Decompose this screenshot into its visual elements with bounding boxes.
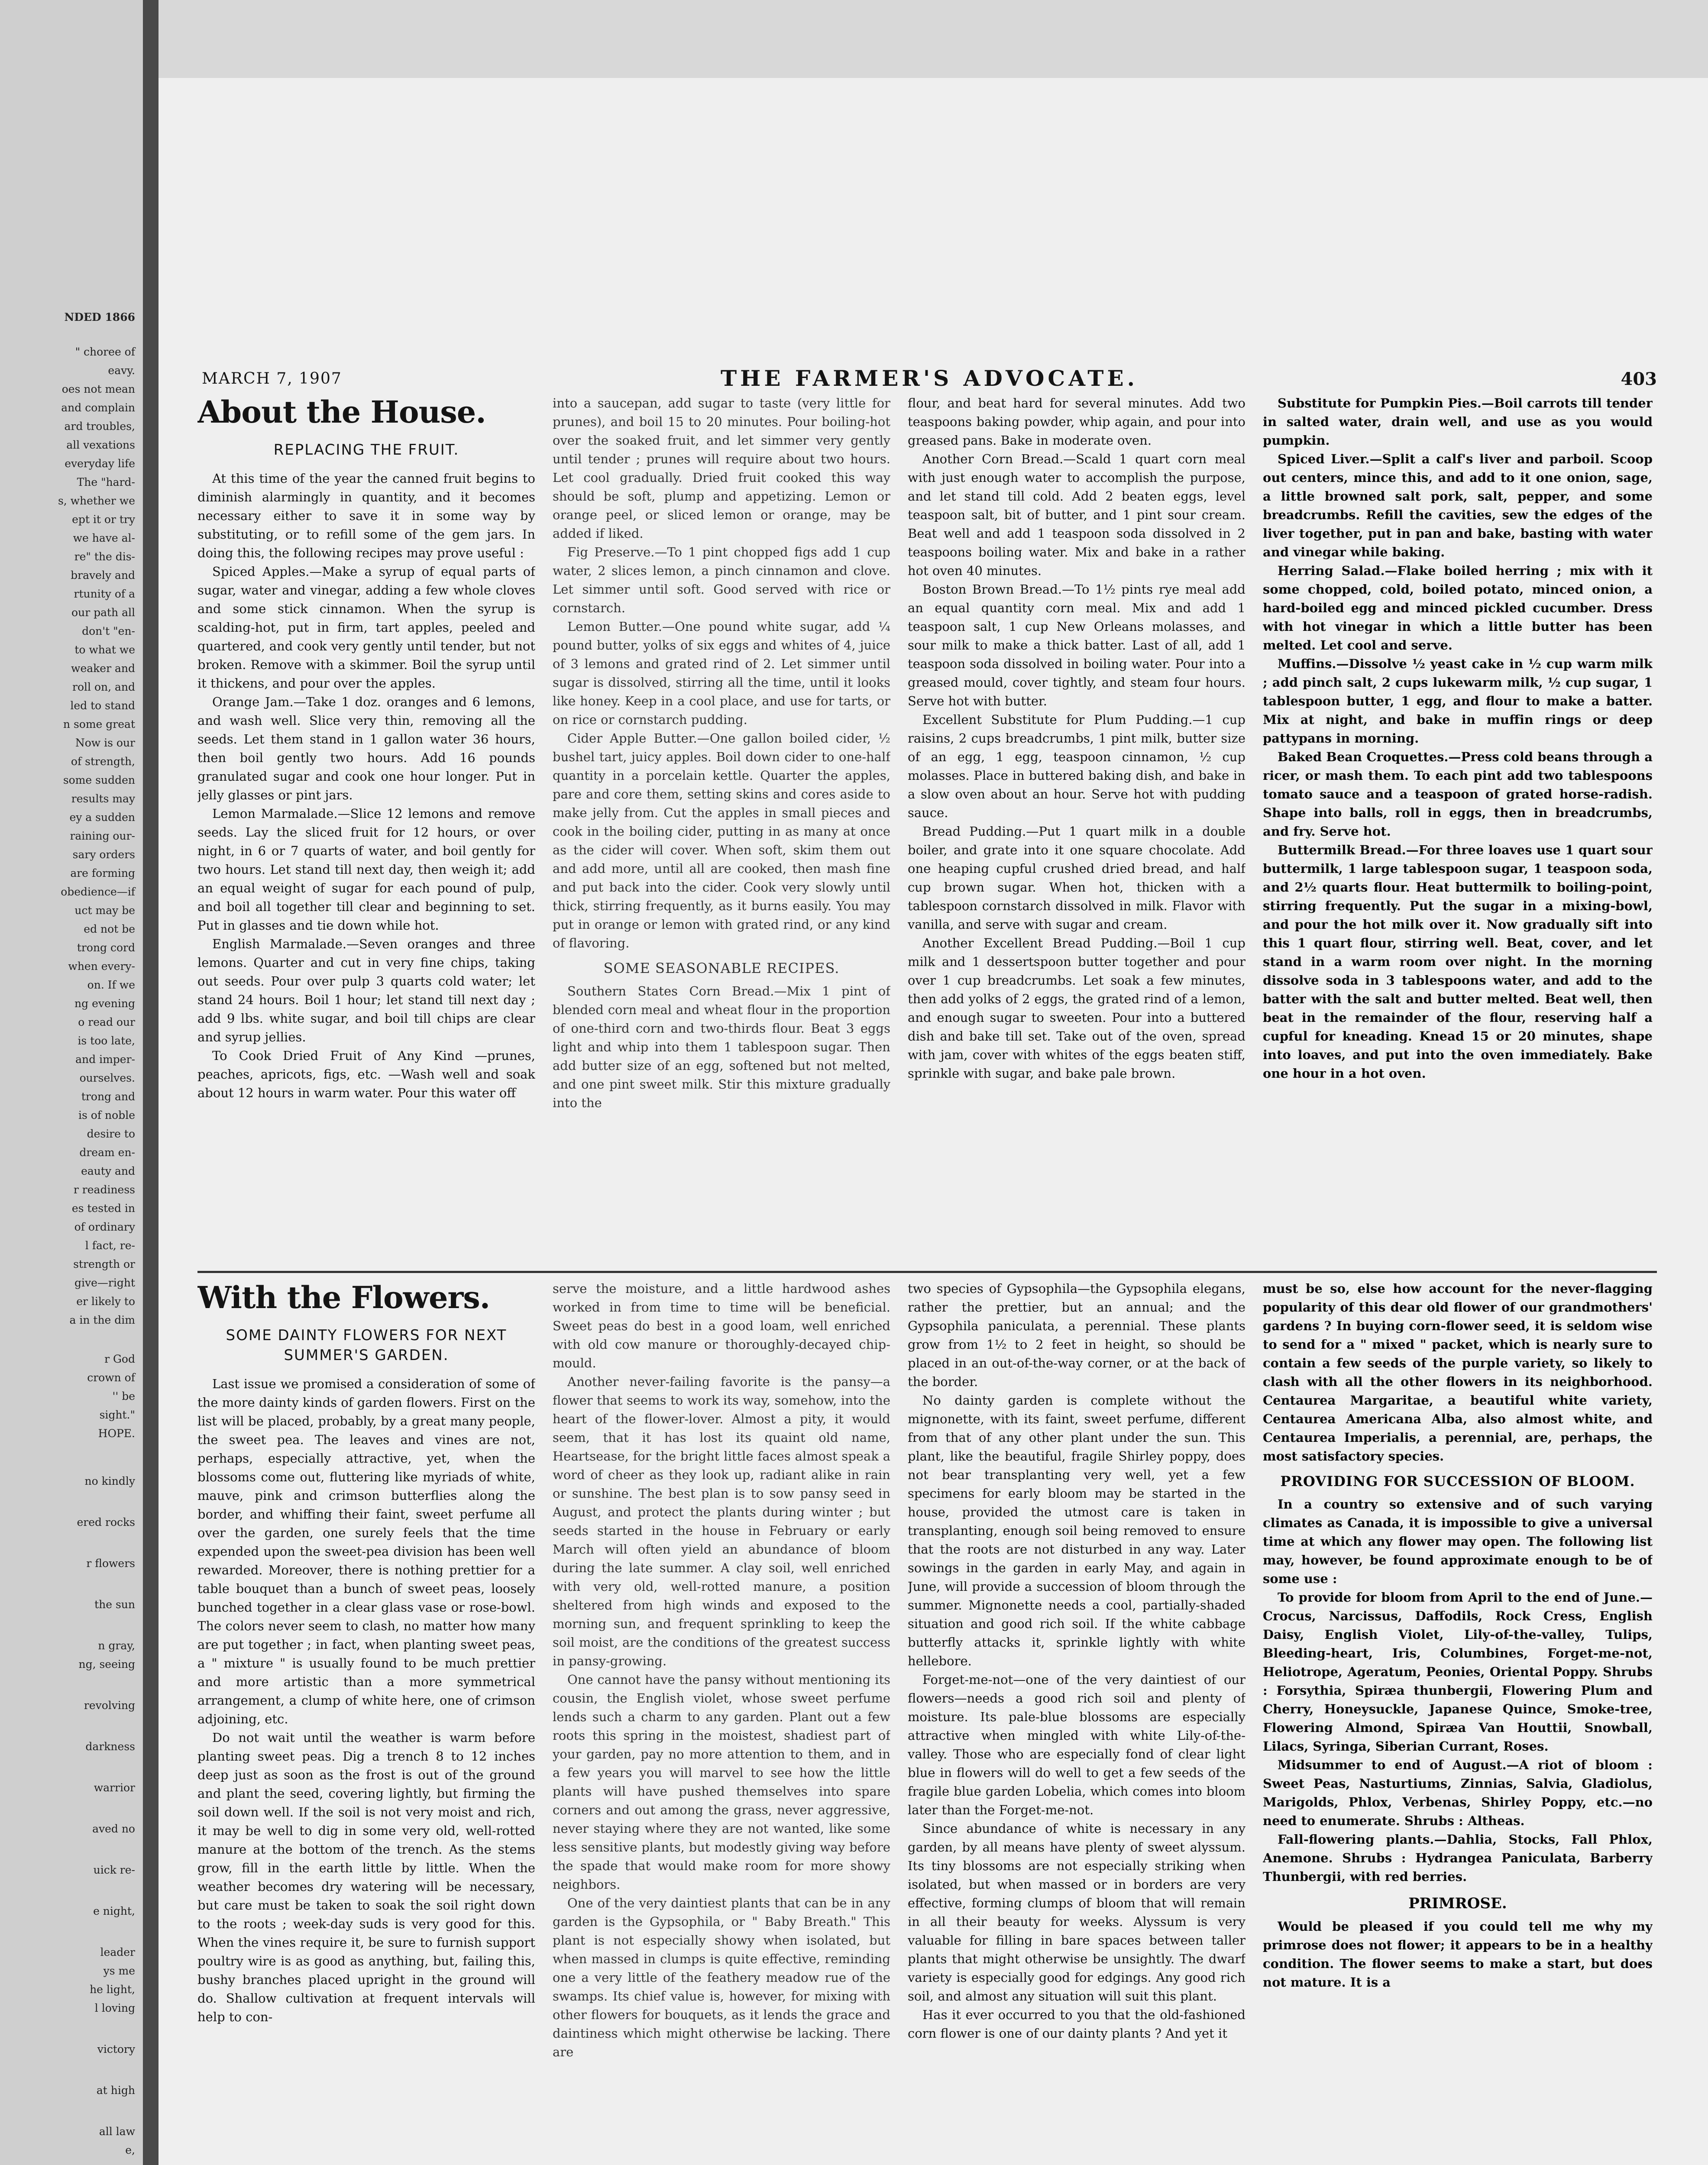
- previous-page-fragment: a in the dim: [69, 1314, 135, 1326]
- previous-page-fragment: desire to: [87, 1128, 135, 1140]
- previous-page-fragment: are forming: [70, 867, 135, 879]
- previous-page-fragment: give—right: [74, 1276, 135, 1289]
- about-house-column-4: [1263, 394, 1653, 1264]
- paragraph: Southern States Corn Bread.—Mix 1 pint of blended corn meal and wheat flour in the proportion of one-third corn and two-thirds flour. Beat 3 eggs light and whip into them 1 tablespoon sugar. Then add butter size of an egg, softened but not melted, and one pint sweet milk. Stir this mixture gradually into the: [553, 984, 890, 1110]
- paragraph: Excellent Substitute for Plum Pudding.—1 cup raisins, 2 cups breadcrumbs, 1 pint milk, butter size of an egg, 1 egg, teaspoon cinnamon, ½ cup molasses. Place in buttered baking dish, and bake in a slow oven about an hour. Serve hot with pudding sauce.: [908, 712, 1245, 820]
- flowers-column-4: [1263, 1280, 1653, 2165]
- previous-page-fragment: crown of: [87, 1371, 135, 1384]
- previous-page-fragment: weaker and: [71, 662, 135, 675]
- paragraph: Forget-me-not—one of the very daintiest of our flowers—needs a good rich soil and plenty of moisture. Its pale-blue blossoms are especially attractive when mingled with white Lily-of-the-valley. Those who are especially fond of clear light blue in flowers will do well to get a few seeds of the fragile blue garden Lobelia, which comes into bloom later than the Forget-me-not.: [908, 1672, 1245, 1817]
- previous-page-fragment: e night,: [93, 1905, 135, 1917]
- section-divider: [197, 1271, 1657, 1273]
- section-heading-about-house: About the House.: [197, 394, 486, 430]
- previous-page-fragment: no kindly: [84, 1475, 135, 1487]
- paragraph: Lemon Butter.—One pound white sugar, add ¼ pound butter, yolks of six eggs and whites of 4, juice of 3 lemons and grated rind of 2. Let simmer until sugar is dissolved, stirring all the time, until it looks like honey. Keep in a cool place, and use for tarts, or on rice or cornstarch pudding.: [553, 619, 890, 727]
- paragraph: At this time of the year the canned fruit begins to diminish alarmingly in quantity, and it becomes necessary either to save it in some way by substituting, or to refill some of the gem jars. In doing this, the following recipes may prove useful :: [197, 471, 535, 560]
- previous-page-fragment: s, whether we: [58, 494, 135, 507]
- subheading-dainty-flowers: SOME DAINTY FLOWERS FOR NEXT SUMMER'S GARDEN.: [226, 1327, 507, 1364]
- previous-page-fragment: is of noble: [78, 1109, 135, 1121]
- previous-page-fragment: eauty and: [81, 1165, 135, 1177]
- previous-page-fragment: ng, seeing: [78, 1658, 135, 1671]
- page-gutter: [143, 0, 159, 2165]
- paragraph: One cannot have the pansy without mentioning its cousin, the English violet, whose sweet perfume lends such a charm to any garden. Plant out a few roots this spring in the moistest, shadiest part of your garden, pay no more attention to them, and in a few years you will marvel to see how the little plants will have pushed themselves into spare corners and out among the grass, never aggressive, never staying where they are not wanted, like some less sensitive plants, but modestly giving way before the spade that would make room for more showy neighbors.: [553, 1672, 890, 1892]
- paragraph: Spiced Liver.—Split a calf's liver and parboil. Scoop out centers, mince this, and add to it one onion, sage, a little browned salt pork, salt, pepper, and some breadcrumbs. Refill the cavities, sew the edges of the liver together, put in pan and bake, basting with water and vinegar while baking.: [1263, 452, 1653, 559]
- previous-page-fragment: re" the dis-: [74, 550, 135, 563]
- paragraph: To Cook Dried Fruit of Any Kind —prunes, peaches, apricots, figs, etc. —Wash well and soak about 12 hours in warm water. Pour this water off: [197, 1048, 535, 1100]
- previous-page-fragment: r readiness: [73, 1183, 135, 1196]
- previous-page-fragment: led to stand: [70, 699, 135, 712]
- previous-page-fragment: strength or: [73, 1258, 135, 1270]
- paragraph: Cider Apple Butter.—One gallon boiled cider, ½ bushel tart, juicy apples. Boil down cider to one-half quantity in a porcelain kettle. Quarter the apples, pare and core them, setting skins and cores aside to make jelly from. Cut the apples in small pieces and cook in the boiling cider, putting in as many at once as the cider will cover. When soft, skim them out and add more, until all are cooked, then mash fine and put back into the cider. Cook very slowly until thick, stirring frequently, as it burns easily. You may put in orange or lemon with grated rind, or any kind of flavoring.: [553, 731, 890, 950]
- previous-page-fragment: raining our-: [70, 830, 135, 842]
- previous-page-fragment: ard troubles,: [64, 420, 135, 433]
- previous-page-fragment: ys me: [103, 1965, 135, 1977]
- previous-page-fragment: roll on, and: [72, 681, 135, 693]
- previous-page-fragment: to what we: [74, 643, 135, 656]
- newspaper-page: [159, 78, 1708, 2165]
- previous-page-fragment: results may: [71, 792, 135, 805]
- flowers-column-2: [553, 1280, 890, 2165]
- previous-page-fragment: is too late,: [78, 1034, 135, 1047]
- previous-page-fragment: our path all: [71, 606, 135, 619]
- paragraph: Lemon Marmalade.—Slice 12 lemons and remove seeds. Lay the sliced fruit for 12 hours, or over night, in 6 or 7 quarts of water, and boil gently for two hours. Let stand till next day, then weigh it; add an equal weight of sugar for each pound of pulp, and boil all together till clear and beginning to set. Put in glasses and tie down while hot.: [197, 806, 535, 933]
- previous-page-margin: [0, 0, 143, 2165]
- paragraph: No dainty garden is complete without the mignonette, with its faint, sweet perfume, different from that of any other plant under the sun. This plant, like the beautiful, fragile Shirley poppy, does not bear transplanting very well, yet a few specimens for early bloom may be started in the house, provided the utmost care is taken in transplanting, enough soil being removed to ensure that the roots are not disturbed in any way. Later sowings in the garden in early May, and again in June, will provide a succession of bloom through the summer. Mignonette needs a cool, partially-shaded situation and good rich soil. If the white cabbage butterfly attacks it, sprinkle lightly with white hellebore.: [908, 1393, 1245, 1668]
- previous-page-fragment: er likely to: [76, 1295, 135, 1308]
- previous-page-fragment: bravely and: [71, 569, 135, 582]
- paragraph: Muffins.—Dissolve ½ yeast cake in ½ cup warm milk ; add pinch salt, 2 cups lukewarm milk, ½ cup sugar, 1 tablespoon butter, 1 egg, and flour to make a batter. Mix at night, and bake in muffin rings or deep pattypans in morning.: [1263, 656, 1653, 746]
- paragraph: Midsummer to end of August.—A riot of bloom : Sweet Peas, Nasturtiums, Zinnias, Salvia, Gladiolus, Marigolds, Phlox, Verbenas, Shirley Poppy, etc.—no need to enumerate. Shrubs : Altheas.: [1263, 1758, 1653, 1828]
- previous-page-fragment: r flowers: [86, 1557, 135, 1570]
- paragraph: into a saucepan, add sugar to taste (very little for prunes), and boil 15 to 20 minutes. Pour boiling-hot over the soaked fruit, and let simmer very gently until tender ; prunes will require about two hours. Let cool gradually. Dried fruit cooked this way should be soft, plump and appetizing. Lemon or orange peel, or sliced lemon or orange, may be added if liked.: [553, 396, 890, 541]
- paragraph: Substitute for Pumpkin Pies.—Boil carrots till tender in salted water, drain well, and use as you would pumpkin.: [1263, 396, 1653, 448]
- previous-page-fragment: " choree of: [75, 346, 135, 358]
- about-house-column-2: [553, 394, 890, 1264]
- previous-page-fragment: aved no: [92, 1822, 135, 1835]
- previous-page-fragment: leader: [100, 1946, 135, 1958]
- previous-page-fragment: everyday life: [65, 457, 135, 470]
- previous-page-fragment: on. If we: [87, 979, 135, 991]
- paragraph: two species of Gypsophila—the Gypsophila elegans, rather the prettier, but an annual; and the Gypsophila paniculata, a perennial. These plants grow from 1½ to 2 feet in height, so should be placed in an out-of-the-way corner, or at the back of the border.: [908, 1281, 1245, 1389]
- previous-page-fragment: darkness: [85, 1740, 135, 1753]
- previous-page-fragment: oes not mean: [61, 383, 135, 395]
- previous-page-fragment: the sun: [94, 1598, 135, 1611]
- publication-title: THE FARMER'S ADVOCATE.: [720, 365, 1139, 391]
- previous-page-fragment: some sudden: [63, 774, 135, 786]
- previous-page-fragment: ered rocks: [77, 1516, 135, 1528]
- previous-page-fragment: at high: [96, 2084, 135, 2097]
- issue-date: MARCH 7, 1907: [202, 370, 342, 388]
- previous-page-fragment: l fact, re-: [85, 1239, 135, 1252]
- previous-page-fragment: n gray,: [98, 1639, 135, 1652]
- previous-page-fragment: n some great: [63, 718, 135, 730]
- paragraph: must be so, else how account for the never-flagging popularity of this dear old flower of our grandmothers' gardens ? In buying corn-flower seed, it is seldom wise to send for a " mixed " packet, which is nearly sure to contain a few seeds of the purple variety, so likely to clash with all the other flowers in its neighborhood. Centaurea Margaritae, a beautiful white variety, Centaurea Americana Alba, also almost white, and Centaurea Imperialis, a perennial, are, perhaps, the most satisfactory species.: [1263, 1281, 1653, 1464]
- paragraph: Fall-flowering plants.—Dahlia, Stocks, Fall Phlox, Anemone. Shrubs : Hydrangea Paniculata, Barberry Thunbergii, with red berries.: [1263, 1832, 1653, 1884]
- previous-page-fragment: and imper-: [75, 1053, 135, 1066]
- subheading-seasonable-recipes: SOME SEASONABLE RECIPES.: [603, 960, 840, 976]
- previous-page-fragment: ourselves.: [79, 1072, 135, 1084]
- paragraph: One of the very daintiest plants that can be in any garden is the Gypsophila, or " Baby Breath." This plant is not especially showy when isolated, but when massed in clumps is quite effective, reminding one a very little of the feathery meadow rue of the swamps. Its chief value is, however, for mixing with other flowers for bouquets, as it lends the grace and daintiness which might otherwise be lacking. There are: [553, 1896, 890, 2059]
- previous-page-fragment: dream en-: [79, 1146, 135, 1159]
- previous-page-fragment: uct may be: [74, 904, 135, 917]
- previous-page-fragment: sight.": [99, 1409, 135, 1421]
- previous-page-fragment: ng evening: [74, 997, 135, 1010]
- paragraph: Herring Salad.—Flake boiled herring ; mix with it some chopped, cold, boiled potato, minced onion, a hard-boiled egg and minced pickled cucumber. Dress with hot vinegar in which a little butter has been melted. Let cool and serve.: [1263, 563, 1653, 653]
- paragraph: Fig Preserve.—To 1 pint chopped figs add 1 cup water, 2 slices lemon, a pinch cinnamon and clove. Let simmer until soft. Good served with rice or cornstarch.: [553, 545, 890, 615]
- subheading-succession-of-bloom: PROVIDING FOR SUCCESSION OF BLOOM.: [1280, 1473, 1635, 1490]
- previous-page-fragment: he light,: [90, 1983, 135, 1996]
- paragraph: flour, and beat hard for several minutes. Add two teaspoons baking powder, whip again, and pour into greased pans. Bake in moderate oven.: [908, 396, 1245, 448]
- previous-page-fragment: when every-: [68, 960, 135, 973]
- previous-page-fragment: warrior: [94, 1781, 135, 1794]
- previous-page-fragment: all vexations: [66, 439, 135, 451]
- previous-page-fragment: o read our: [78, 1016, 135, 1028]
- previous-page-fragment: all law: [99, 2125, 135, 2138]
- previous-page-fragment: '' be: [112, 1390, 135, 1402]
- paragraph: Buttermilk Bread.—For three loaves use 1 quart sour buttermilk, 1 large tablespoon sugar, 1 teaspoon soda, and 2½ quarts flour. Heat buttermilk to boiling-point, stirring frequently. Put the sugar in a mixing-bowl, and pour the hot milk over it. Now gradually sift into this 1 quart flour, stirring well. Beat, cover, and let stand in a warm room over night. In the morning dissolve soda in 3 tablespoons water, and add to the batter with the salt and butter melted. Beat well, then beat in the remainder of the flour, reserving half a cupful for kneading. Knead 15 or 20 minutes, shape into loaves, and put into the oven immediately. Bake one hour in a hot oven.: [1263, 843, 1653, 1081]
- flowers-column-1: [197, 1280, 535, 2165]
- previous-page-fragment: of strength,: [71, 755, 135, 768]
- paragraph: Another never-failing favorite is the pansy—a flower that seems to work its way, somehow, into the heart of the flower-lover. Almost a pity, it would seem, that it has lost its quaint old name, Heartsease, for the bright little faces almost speak a word of cheer as they look up, radiant alike in rain or sunshine. The best plan is to sow pansy seed in August, and protect the plants during winter ; but seeds started in the house in February or early March will often yield an abundance of bloom during the late summer. A clay soil, well enriched with very old, well-rotted manure, a position sheltered from high winds and exposed to the morning sun, and frequent sprinkling to keep the soil moist, are the conditions of the greatest success in pansy-growing.: [553, 1374, 890, 1668]
- section-heading-with-flowers: With the Flowers.: [197, 1280, 490, 1315]
- paragraph: Last issue we promised a consideration of some of the more dainty kinds of garden flowers. First on the list will be placed, probably, by a great many people, the sweet pea. The leaves and vines are not, perhaps, especially attractive, yet, when the blossoms come out, fluttering like myriads of white, mauve, pink and crimson butterflies along the border, and whiffing their faint, sweet perfume all over the garden, one surely feels that the time expended upon the sweet-pea division has been well rewarded. Moreover, there is nothing prettier for a table bouquet than a bunch of sweet peas, loosely bunched together in a clear glass vase or rose-bowl. The colors never seem to clash, no matter how many are put together ; in fact, when planting sweet peas, a " mixture " is usually found to be much prettier and more artistic than a more symmetrical arrangement, a clump of white here, one of crimson adjoining, etc.: [197, 1377, 535, 1726]
- paragraph: Would be pleased if you could tell me why my primrose does not flower; it appears to be in a healthy condition. The flower seems to make a start, but does not mature. It is a: [1263, 1919, 1653, 1990]
- previous-page-fragment: we have al-: [73, 532, 135, 544]
- previous-page-fragment: eavy.: [108, 364, 135, 377]
- paragraph: Orange Jam.—Take 1 doz. oranges and 6 lemons, and wash well. Slice very thin, removing all the seeds. Let them stand in 1 gallon water 36 hours, then boil gently two hours. Add 16 pounds granulated sugar and cook one hour longer. Put in jelly glasses or pint jars.: [197, 695, 535, 802]
- previous-page-fragment: ed not be: [84, 923, 135, 935]
- previous-page-fragment: don't "en-: [82, 625, 135, 637]
- flowers-column-3: [908, 1280, 1245, 2165]
- paragraph: Do not wait until the weather is warm before planting sweet peas. Dig a trench 8 to 12 inches deep just as soon as the frost is out of the ground and plant the seed, covering lightly, but firming the soil down well. If the soil is not very moist and rich, it may be well to dig in some very old, well-rotted manure at the bottom of the trench. As the stems grow, fill in the earth little by little. When the weather becomes dry watering will be necessary, but care must be taken to soak the soil right down to the roots ; week-day suds is very good for this. When the vines require it, be sure to furnish support poultry wire is as good as anything, but, failing this, bushy branches placed upright in the ground will do. Shallow cultivation at frequent intervals will help to con-: [197, 1730, 535, 2024]
- previous-page-fragment: trong cord: [77, 941, 135, 954]
- previous-page-fragment: NDED 1866: [64, 311, 135, 323]
- paragraph: serve the moisture, and a little hardwood ashes worked in from time to time will be beneficial. Sweet peas do best in a good loam, well enriched with old cow manure or thoroughly-decayed chip-mould.: [553, 1281, 890, 1370]
- paragraph: In a country so extensive and of such varying climates as Canada, it is impossible to give a universal time at which any flower may open. The following list may, however, be found approximate enough to be of some use :: [1263, 1497, 1653, 1586]
- paragraph: Since abundance of white is necessary in any garden, by all means have plenty of sweet alyssum. Its tiny blossoms are not especially striking when isolated, but when massed or in borders are very effective, forming clumps of bloom that will remain in all their beauty for weeks. Alyssum is very valuable for filling in bare spaces between taller plants that might otherwise be unsightly. The dwarf variety is especially good for edgings. Any good rich soil, and almost any situation will suit this plant.: [908, 1821, 1245, 2003]
- previous-page-fragment: ey a sudden: [69, 811, 135, 824]
- previous-page-fragment: revolving: [84, 1699, 135, 1712]
- previous-page-fragment: trong and: [81, 1090, 135, 1103]
- paragraph: English Marmalade.—Seven oranges and three lemons. Quarter and cut in very fine chips, taking out seeds. Pour over pulp 3 quarts cold water; let stand 24 hours. Boil 1 hour; let stand till next day ; add 9 lbs. white sugar, and boil till chips are clear and syrup jellies.: [197, 937, 535, 1044]
- previous-page-fragment: Now is our: [75, 737, 135, 749]
- previous-page-fragment: of ordinary: [74, 1221, 135, 1233]
- subheading-replacing-fruit: REPLACING THE FRUIT.: [273, 441, 459, 459]
- previous-page-fragment: uick re-: [93, 1864, 135, 1876]
- paragraph: Has it ever occurred to you that the old-fashioned corn flower is one of our dainty plants ? And yet it: [908, 2007, 1245, 2041]
- previous-page-fragment: ept it or try: [72, 513, 135, 526]
- previous-page-fragment: rtunity of a: [74, 588, 135, 600]
- paragraph: Bread Pudding.—Put 1 quart milk in a double boiler, and grate into it one square chocolate. Add one heaping cupful crushed dried bread, and half cup brown sugar. When hot, thicken with a tablespoon cornstarch dissolved in milk. Flavor with vanilla, and serve with sugar and cream.: [908, 824, 1245, 932]
- previous-page-fragment: The "hard-: [77, 476, 135, 488]
- previous-page-fragment: es tested in: [71, 1202, 135, 1215]
- previous-page-fragment: l loving: [94, 2002, 135, 2014]
- previous-page-fragment: and complain: [61, 401, 135, 414]
- previous-page-fragment: e,: [125, 2144, 135, 2156]
- paragraph: To provide for bloom from April to the end of June.—Crocus, Narcissus, Daffodils, Rock Cress, English Daisy, English Violet, Lily-of-the-valley, Tulips, Bleeding-heart, Iris, Columbines, Forget-me-not, Heliotrope, Ageratum, Peonies, Oriental Poppy. Shrubs : Forsythia, Spiræa thunbergii, Flowering Plum and Cherry, Honeysuckle, Japanese Quince, Smoke-tree, Flowering Almond, Spiræa Van Houttii, Snowball, Lilacs, Syringa, Siberian Currant, Roses.: [1263, 1590, 1653, 1754]
- subheading-primrose: PRIMROSE.: [1408, 1895, 1507, 1912]
- previous-page-fragment: obedience—if: [61, 885, 135, 898]
- previous-page-fragment: HOPE.: [98, 1427, 135, 1440]
- about-house-column-3: [908, 394, 1245, 1264]
- page-number: 403: [1621, 369, 1657, 389]
- previous-page-fragment: sary orders: [72, 848, 135, 861]
- paragraph: Another Corn Bread.—Scald 1 quart corn meal with just enough water to accomplish the purpose, and let stand till cold. Add 2 beaten eggs, level teaspoon salt, bit of butter, and 1 pint sour cream. Beat well and add 1 teaspoon soda dissolved in 2 teaspoons boiling water. Mix and bake in a rather hot oven 40 minutes.: [908, 452, 1245, 578]
- previous-page-fragment: victory: [97, 2043, 135, 2055]
- paragraph: Another Excellent Bread Pudding.—Boil 1 cup milk and 1 dessertspoon butter together and pour over 1 cup breadcrumbs. Let soak a few minutes, then add yolks of 2 eggs, the grated rind of a lemon, and enough sugar to sweeten. Pour into a buttered dish and bake till set. Take out of the oven, spread with jam, cover with whites of the eggs beaten stiff, sprinkle with sugar, and bake pale brown.: [908, 936, 1245, 1081]
- paragraph: Boston Brown Bread.—To 1½ pints rye meal add an equal quantity corn meal. Mix and add 1 teaspoon salt, 1 cup New Orleans molasses, and sour milk to make a thick batter. Last of all, add 1 teaspoon soda dissolved in boiling water. Pour into a greased mould, cover tightly, and steam four hours. Serve hot with butter.: [908, 582, 1245, 708]
- previous-page-fragment: r God: [104, 1353, 135, 1365]
- paragraph: Baked Bean Croquettes.—Press cold beans through a ricer, or mash them. To each pint add two tablespoons tomato sauce and a teaspoon of grated horse-radish. Shape into balls, roll in eggs, then in breadcrumbs, and fry. Serve hot.: [1263, 750, 1653, 839]
- paragraph: Spiced Apples.—Make a syrup of equal parts of sugar, water and vinegar, adding a few whole cloves and some stick cinnamon. When the syrup is scalding-hot, put in firm, tart apples, peeled and quartered, and cook very gently until tender, but not broken. Remove with a skimmer. Boil the syrup until it thickens, and pour over the apples.: [197, 564, 535, 691]
- about-house-column-1: [197, 394, 535, 1264]
- page-header: [202, 365, 1657, 391]
